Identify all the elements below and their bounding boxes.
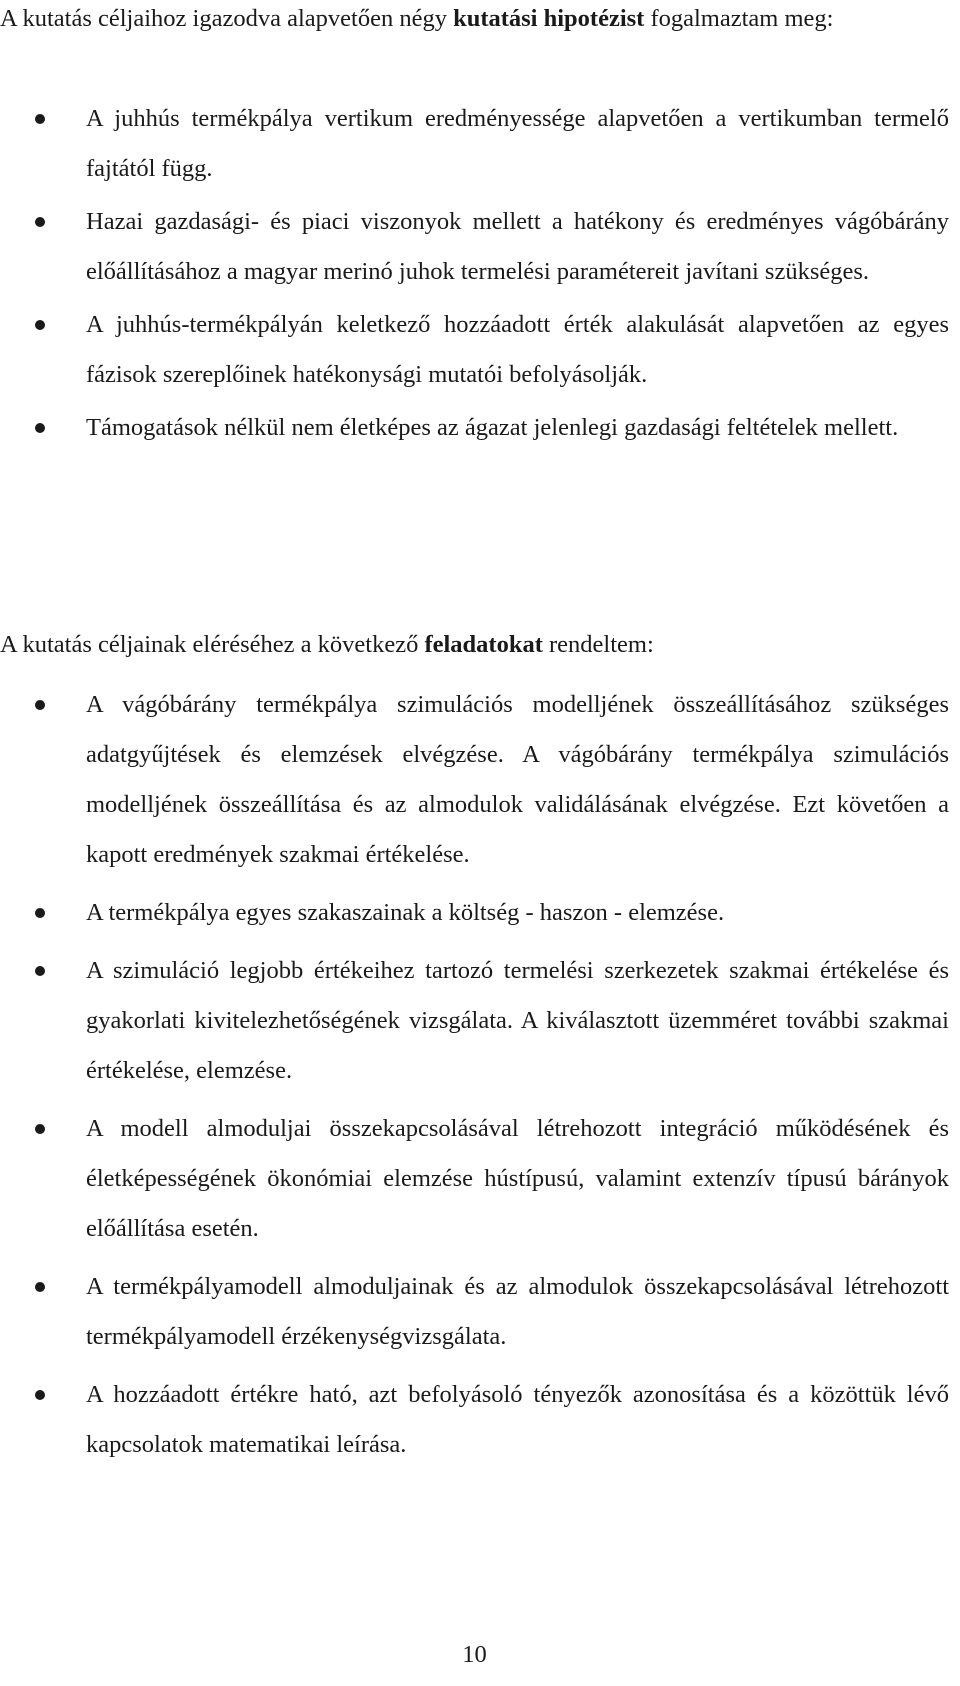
task-item bbox=[0, 1262, 949, 1362]
task-text: A hozzáadott értékre ható, azt befolyásoló tényezők azonosítása és a közöttük lévő kapcsolatok matematikai leírása. bbox=[86, 1381, 949, 1458]
bullet-icon bbox=[35, 423, 45, 433]
bullet-icon bbox=[35, 1282, 45, 1292]
bullet-icon bbox=[35, 908, 45, 918]
hypotheses-intro-after: fogalmaztam meg: bbox=[644, 5, 834, 32]
page-number: 10 bbox=[462, 1641, 487, 1668]
task-text: A szimuláció legjobb értékeihez tartozó termelési szerkezetek szakmai értékelése és gyakorlati kivitelezhetőségének vizsgálata. A kiválasztott üzemméret további szakmai értékelése, elemzése. bbox=[86, 957, 949, 1084]
task-text: A termékpálya egyes szakaszainak a költség - haszon - elemzése. bbox=[86, 899, 725, 926]
tasks-intro bbox=[0, 620, 949, 670]
bullet-icon bbox=[35, 700, 45, 710]
task-item bbox=[0, 1370, 949, 1470]
bullet-icon bbox=[35, 320, 45, 330]
hypothesis-item bbox=[0, 94, 949, 194]
task-item bbox=[0, 946, 949, 1096]
hypothesis-item bbox=[0, 197, 949, 297]
hypothesis-item bbox=[0, 403, 949, 453]
hypotheses-list bbox=[0, 94, 949, 453]
task-text: A modell almoduljai összekapcsolásával létrehozott integráció működésének és életképességének ökonómiai elemzése hústípusú, valamint extenzív típusú bárányok előállítása esetén. bbox=[86, 1115, 949, 1242]
bullet-icon bbox=[35, 1390, 45, 1400]
bullet-icon bbox=[35, 217, 45, 227]
tasks-list bbox=[0, 680, 949, 1470]
tasks-intro-after: rendeltem: bbox=[542, 631, 654, 658]
hypotheses-intro-bold: kutatási hipotézist bbox=[453, 5, 645, 32]
tasks-intro-bold: feladatokat bbox=[424, 631, 543, 658]
tasks-intro-before: A kutatás céljainak eléréséhez a következő bbox=[0, 631, 425, 658]
task-text: A termékpályamodell almoduljainak és az almodulok összekapcsolásával létrehozott termékpályamodell érzékenységvizsgálata. bbox=[86, 1273, 949, 1350]
hypothesis-text: A juhhús-termékpályán keletkező hozzáadott érték alakulását alapvetően az egyes fázisok szereplőinek hatékonysági mutatói befolyásolják. bbox=[86, 311, 949, 388]
hypothesis-text: Hazai gazdasági- és piaci viszonyok mellett a hatékony és eredményes vágóbárány előállításához a magyar merinó juhok termelési paramétereit javítani szükséges. bbox=[86, 208, 949, 285]
hypotheses-intro-before: A kutatás céljaihoz igazodva alapvetően négy bbox=[0, 5, 454, 32]
bullet-icon bbox=[35, 114, 45, 124]
task-text: A vágóbárány termékpálya szimulációs modelljének összeállításához szükséges adatgyűjtések és elemzések elvégzése. A vágóbárány termékpálya szimulációs modelljének összeállítása és az almodulok validálásának elvégzése. Ezt követően a kapott eredmények szakmai értékelése. bbox=[86, 691, 949, 868]
hypotheses-intro bbox=[0, 0, 949, 44]
hypothesis-text: A juhhús termékpálya vertikum eredményessége alapvetően a vertikumban termelő fajtától függ. bbox=[86, 105, 949, 182]
bullet-icon bbox=[35, 1124, 45, 1134]
task-item bbox=[0, 888, 949, 938]
hypothesis-text: Támogatások nélkül nem életképes az ágazat jelenlegi gazdasági feltételek mellett. bbox=[86, 414, 899, 441]
hypothesis-item bbox=[0, 300, 949, 400]
task-item bbox=[0, 1104, 949, 1254]
task-item bbox=[0, 680, 949, 880]
bullet-icon bbox=[35, 966, 45, 976]
